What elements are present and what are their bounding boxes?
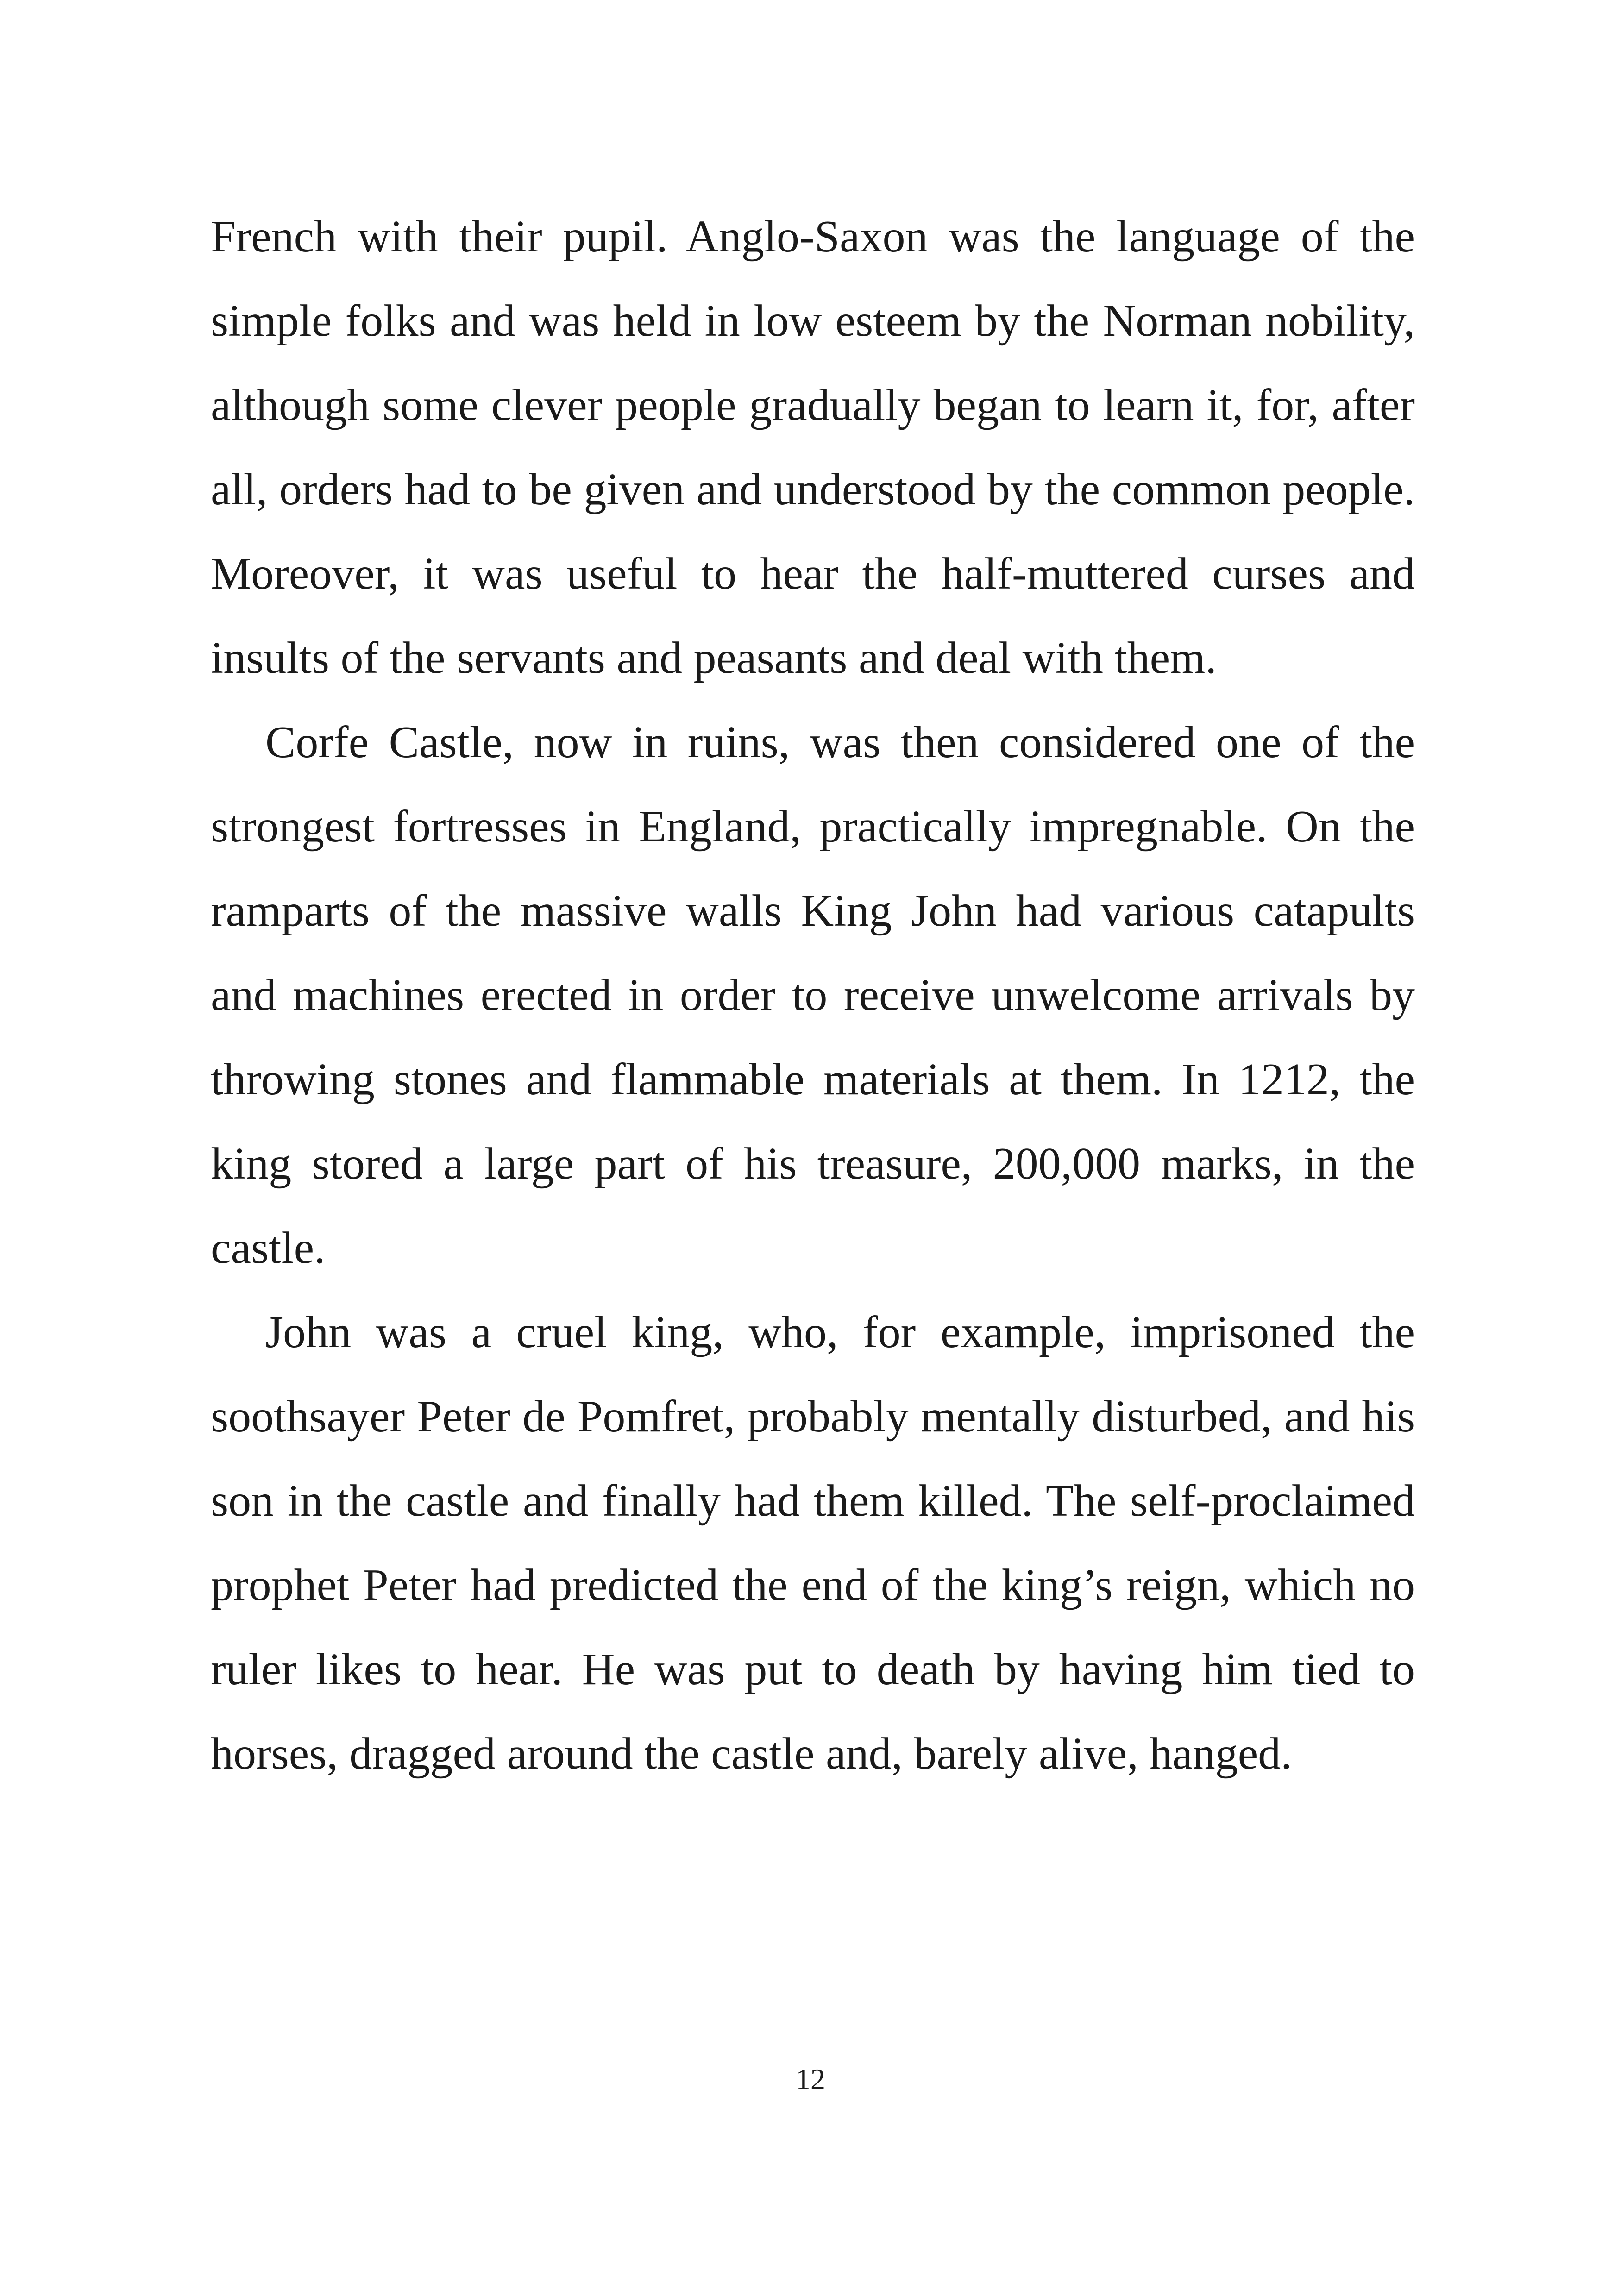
paragraph-2: Corfe Castle, now in ruins, was then considered one of the strongest fortresses in England, practically impregnable. On the ramparts of the massive walls King John had various catapults and machines erected in order to receive unwelcome arrivals by throwing stones and flammable materials at them. In 1212, the king stored a large part of his treasure, 200,000 marks, in the castle. xyxy=(211,717,1415,1273)
page-number: 12 xyxy=(796,2063,825,2095)
body-text xyxy=(211,194,1415,1796)
paragraph-3: John was a cruel king, who, for example, imprisoned the soothsayer Peter de Pomfret, probably mentally disturbed, and his son in the castle and finally had them killed. The self-proclaimed prophet Peter had predicted the end of the king’s reign, which no ruler likes to hear. He was put to death by having him tied to horses, dragged around the castle and, barely alive, hanged. xyxy=(211,1307,1415,1779)
paragraph-1: French with their pupil. Anglo-Saxon was the language of the simple folks and was held in low esteem by the Norman nobility, although some clever people gradually began to learn it, for, after all, orders had to be given and understood by the common people. Moreover, it was useful to hear the half-muttered curses and insults of the servants and peasants and deal with them. xyxy=(211,212,1415,683)
